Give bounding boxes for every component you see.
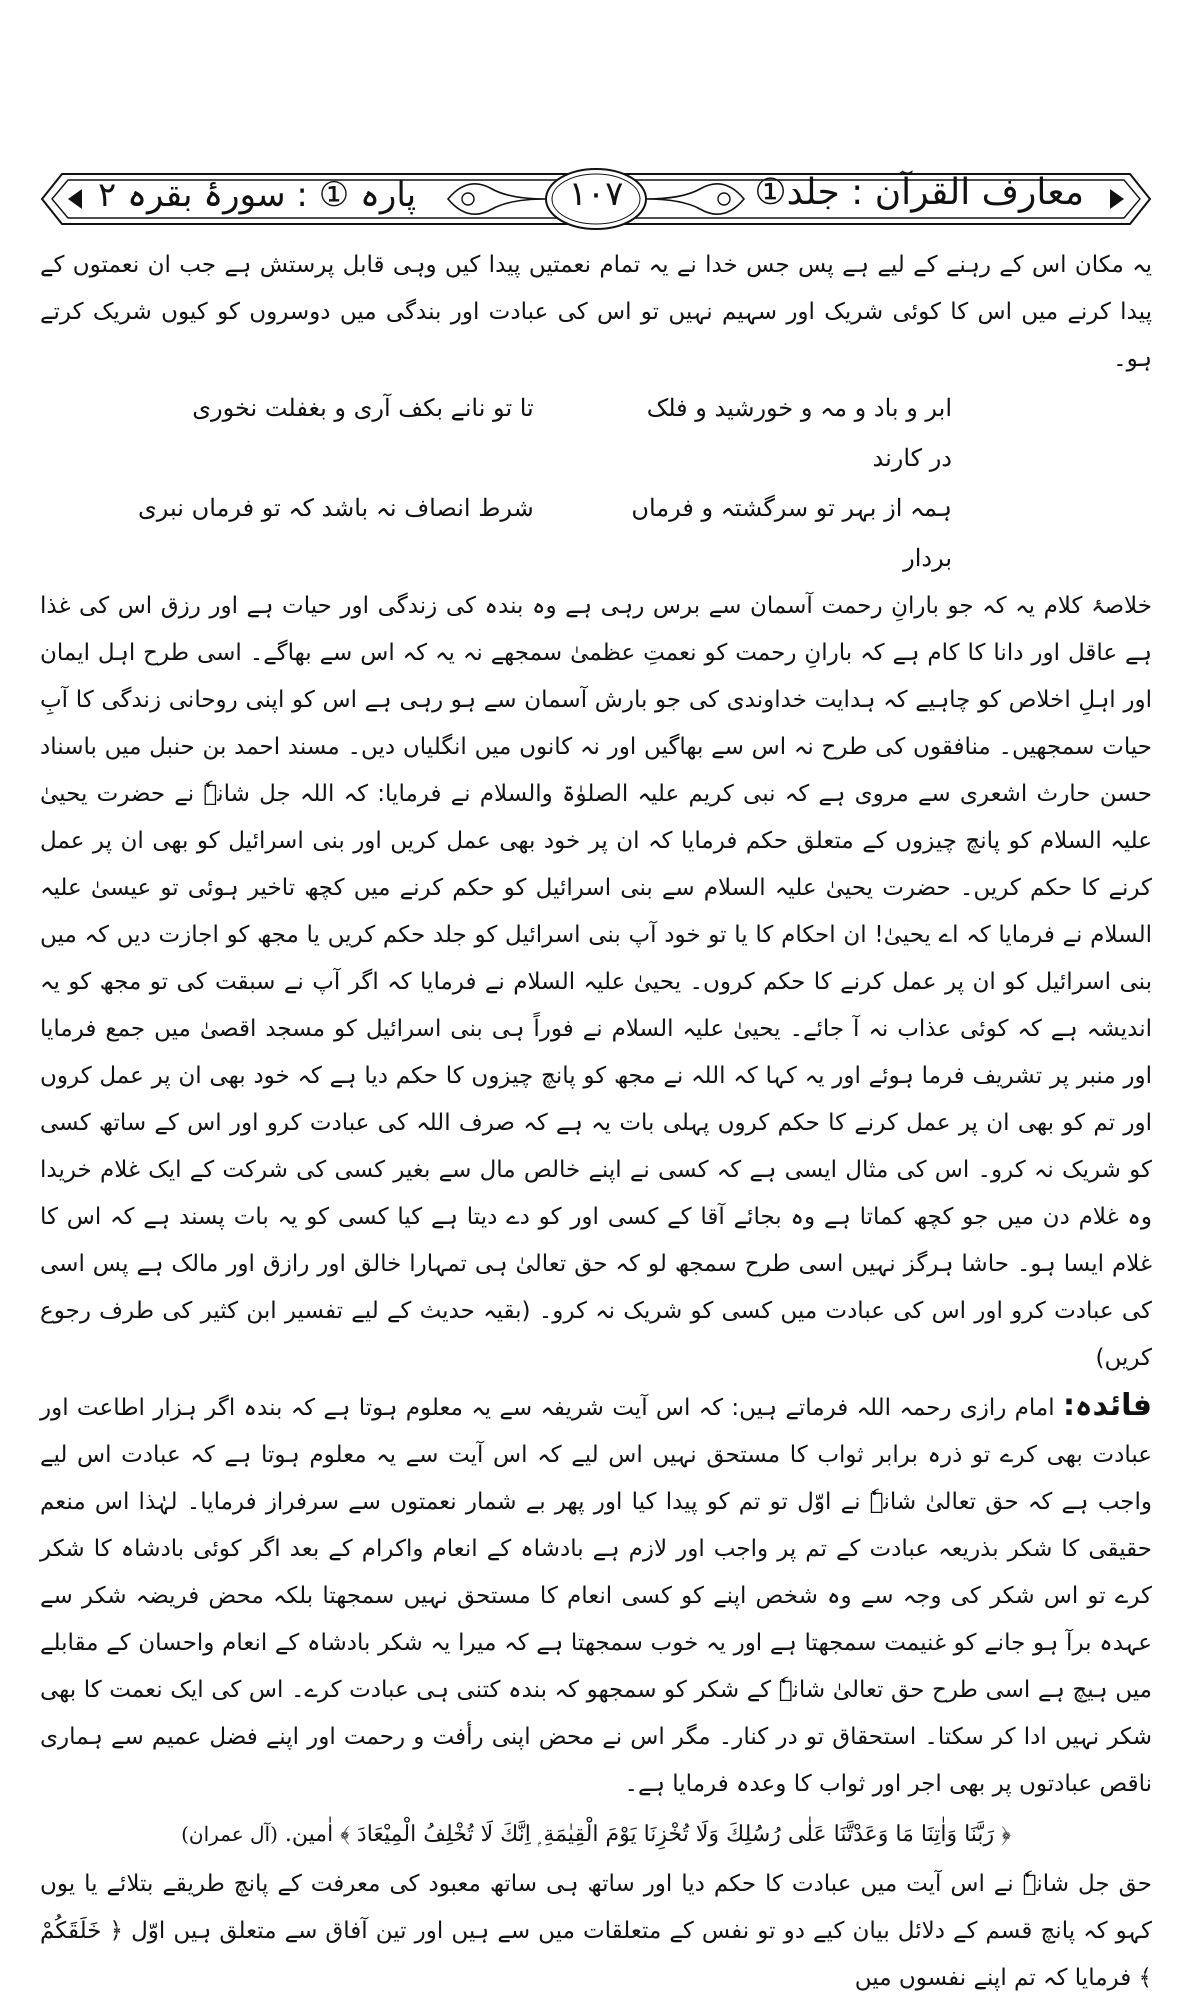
paragraph: خلاصۂ کلام یہ کہ جو بارانِ رحمت آسمان سے برس رہی ہے وہ بندہ کی زندگی اور حیات ہے اور رزق اس کی غذا ہے عاقل اور دانا کا کام ہے کہ بارانِ رحمت کو نعمتِ عظمیٰ سمجھے نہ یہ کہ اس سے بھاگے۔ اسی طرح اہل ایمان اور اہلِ اخلاص کو چاہیے کہ ہدایت خداوندی کی جو بارش آسمان سے ہو رہی ہے اس کو اپنی روحانی زندگی کا آبِ حیات سمجھیں۔ منافقوں کی طرح نہ اس سے بھاگیں اور نہ کانوں میں انگلیاں دیں۔ مسند احمد بن حنبل میں باسناد حسن حارث اشعری سے مروی ہے کہ نبی کریم علیہ الصلوٰۃ والسلام نے فرمایا: کہ اللہ جل شانہٗ نے حضرت یحییٰ علیہ السلام کو پانچ چیزوں کے متعلق حکم فرمایا کہ ان پر خود بھی عمل کریں اور بنی اسرائیل کو بھی ان پر عمل کرنے کا حکم کریں۔ حضرت یحییٰ علیہ السلام سے بنی اسرائیل کو حکم کرنے میں کچھ تاخیر ہوئی تو عیسیٰ علیہ السلام نے فرمایا کہ اے یحییٰ! ان احکام کا یا تو خود آپ بنی اسرائیل کو جلد حکم کریں یا مجھ کو اجازت دیں کہ میں بنی اسرائیل کو ان پر عمل کرنے کا حکم کروں۔ یحییٰ علیہ السلام نے فرمایا کہ اگر آپ نے سبقت کی تو مجھ کو یہ اندیشہ ہے کہ کوئی عذاب نہ آ جائے۔ یحییٰ علیہ السلام نے فوراً ہی بنی اسرائیل کو مسجد اقصیٰ میں جمع فرمایا اور منبر پر تشریف فرما ہوئے اور یہ کہا کہ اللہ نے مجھ کو پانچ چیزوں کا حکم دیا ہے کہ خود بھی ان پر عمل کروں اور تم کو بھی ان پر عمل کرنے کا حکم کروں پہلی بات یہ ہے کہ صرف اللہ کی عبادت کرو اور اس کے ساتھ کسی کو شریک نہ کرو۔ اس کی مثال ایسی ہے کہ کسی نے اپنے خالص مال سے بغیر کسی کی شرکت کے ایک غلام خریدا وہ غلام دن میں جو کچھ کماتا ہے وہ بجائے آقا کے کسی اور کو دے دیتا ہے کیا کسی کو یہ بات پسند ہے کہ اس کا غلام ایسا ہو۔ حاشا ہرگز نہیں اسی طرح سمجھ لو کہ حق تعالیٰ ہی تمہارا خالق اور رازق اور مالک ہے پس اسی کی عبادت کرو اور اس کی عبادت میں کسی کو شریک نہ کرو۔ (بقیہ حدیث کے لیے تفسیر ابن کثیر کی طرف رجوع کریں): [40, 593, 1152, 1371]
book-volume-title: معارف القرآن : جلد①: [754, 172, 1084, 213]
fayda-label: فائدہ:: [1062, 1388, 1153, 1423]
poem-line: [40, 383, 1152, 483]
paragraph: حق جل شانہٗ نے اس آیت میں عبادت کا حکم دیا اور ساتھ ہی ساتھ معبود کی معرفت کے پانچ طریقے بتلائے یا یوں کہو کہ پانچ قسم کے دلائل بیان کیے دو تو نفس کے متعلقات میں سے ہیں اور تین آفاق سے متعلق ہیں اوّل ﴿ خَلَقَكُمْ ﴾ فرمایا کہ تم اپنے نفسوں میں: [40, 1871, 1152, 1991]
page-body: [40, 242, 1152, 2002]
poem-line: [40, 483, 1152, 583]
poem-hemistich: ابر و باد و مہ و خورشید و فلک در کارند: [646, 394, 952, 472]
verse-text: ﴿ رَبَّنَا وَاٰتِنَا مَا وَعَدْتَّنَا عَلٰی رُسُلِكَ وَلَا تُخْزِنَا يَوْمَ الْقِيٰمَةِ ۭ اِنَّكَ لَا تُخْلِفُ الْمِيْعَادَ ﴾ اٰمین.: [284, 1822, 1011, 1847]
verse-reference: (آل عمران): [181, 1822, 278, 1846]
paragraph: یہ مکان اس کے رہنے کے لیے ہے پس جس خدا نے یہ تمام نعمتیں پیدا کیں وہی قابل پرستش ہے جب ان نعمتوں کے پیدا کرنے میں اس کا کوئی شریک اور سہیم نہیں تو اس کی عبادت اور بندگی میں دوسروں کو کیوں شریک کرتے ہو۔: [40, 252, 1152, 372]
poem-hemistich: تا تو نانے بکف آری و بغفلت نخوری: [192, 394, 534, 422]
para-surah-label: پارہ ① : سورۂ بقرہ ۲: [98, 175, 417, 215]
page-header: [28, 160, 1164, 238]
poem-hemistich: ہمہ از بہر تو سرگشتہ و فرماں بردار: [631, 494, 952, 572]
fayda-text: امام رازی رحمہ اللہ فرماتے ہیں: کہ اس آیت شریفہ سے یہ معلوم ہوتا ہے کہ بندہ اگر ہزار اطاعت اور عبادت بھی کرے تو ذرہ برابر ثواب کا مستحق نہیں اس لیے کہ اس آیت سے یہ معلوم ہوتا ہے کہ عبادت اس لیے واجب ہے کہ حق تعالیٰ شانہٗ نے اوّل تو تم کو پیدا کیا اور پھر بے شمار نعمتوں سے سرفراز فرمایا۔ لہٰذا اس منعم حقیقی کا شکر بذریعہ عبادت کے تم پر واجب اور لازم ہے بادشاہ کے انعام واکرام کے بعد اگر کوئی بادشاہ کا شکر کرے تو اس شکر کی وجہ سے وہ شخص اپنے کو کسی انعام کا مستحق نہیں سمجھتا بلکہ محض فریضہ شکر سے عہدہ برآ ہو جانے کو غنیمت سمجھتا ہے اور یہ خوب سمجھتا ہے کہ میرا یہ شکر بادشاہ کے انعام واحسان کے مقابلے میں ہیچ ہے اسی طرح حق تعالیٰ شانہٗ کے شکر کو سمجھو کہ بندہ کتنی ہی عبادت کرے۔ اس کی ایک نعمت کا بھی شکر نہیں ادا کر سکتا۔ استحقاق تو در کنار۔ مگر اس نے محض اپنی رأفت و رحمت اور اپنے فضل عمیم سے ہماری ناقص عبادتوں پر بھی اجر اور ثواب کا وعدہ فرمایا ہے۔: [40, 1395, 1152, 1797]
fayda-paragraph: [40, 1382, 1152, 1808]
poem-hemistich: شرط انصاف نہ باشد کہ تو فرماں نبری: [137, 494, 534, 522]
quran-verse: [40, 1808, 1152, 1861]
page-number: ۱۰۷: [568, 174, 624, 214]
